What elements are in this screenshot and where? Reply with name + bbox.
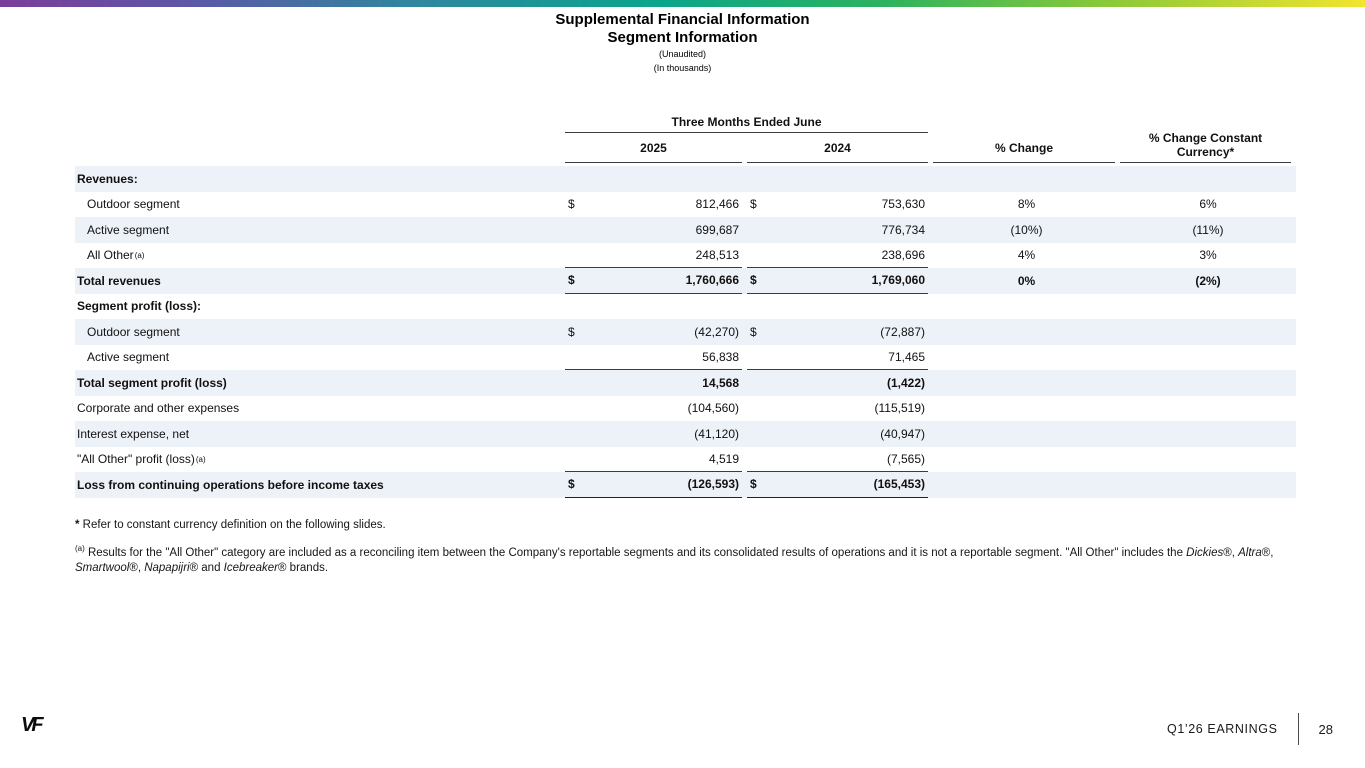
row-label: Segment profit (loss): bbox=[77, 299, 202, 314]
value-2025: (104,560) bbox=[687, 401, 739, 416]
value-2024 bbox=[747, 166, 933, 192]
row-label: Total revenues bbox=[77, 273, 161, 288]
pct-change-cc: 3% bbox=[1199, 248, 1217, 263]
row-label: "All Other" profit (loss) (a) bbox=[77, 452, 206, 467]
value-2024: (7,565) bbox=[747, 447, 933, 473]
table-row bbox=[75, 268, 1296, 294]
value-2025: 248,513 bbox=[565, 243, 747, 269]
table-row bbox=[75, 370, 1296, 396]
pct-change bbox=[933, 319, 1120, 345]
value-2025 bbox=[565, 166, 747, 192]
pct-change-cc bbox=[1120, 421, 1296, 447]
value-2025 bbox=[565, 294, 747, 320]
value-2025: 56,838 bbox=[565, 345, 747, 371]
value-2024: 776,734 bbox=[881, 222, 925, 237]
value-2024: 71,465 bbox=[747, 345, 933, 371]
value-2025: 14,568 bbox=[702, 375, 739, 390]
table-row bbox=[75, 217, 1296, 243]
value-2024: $ (165,453) bbox=[747, 472, 933, 498]
table-header bbox=[75, 111, 1296, 163]
pct-change bbox=[933, 370, 1120, 396]
pct-change bbox=[933, 294, 1120, 320]
pct-change: 0% bbox=[1017, 273, 1036, 288]
pct-change bbox=[933, 472, 1120, 498]
table-body bbox=[75, 166, 1296, 498]
pct-change-cc bbox=[1120, 166, 1296, 192]
pct-change-cc bbox=[1120, 396, 1296, 422]
table-row bbox=[75, 345, 1296, 371]
value-2024: $ 1,769,060 bbox=[747, 268, 933, 294]
row-label: Loss from continuing operations before income taxes bbox=[77, 477, 384, 492]
page-subtitle: Segment Information bbox=[607, 29, 758, 46]
pct-change: (10%) bbox=[1010, 222, 1043, 237]
value-2024: $ 753,630 bbox=[750, 197, 925, 212]
row-label: Outdoor segment bbox=[87, 197, 180, 212]
col-header-pct-change-cc: % Change Constant Currency* bbox=[1120, 111, 1296, 163]
pct-change-cc bbox=[1120, 370, 1296, 396]
vf-logo: VF bbox=[21, 714, 41, 736]
value-2025: $ (126,593) bbox=[565, 472, 747, 498]
footnote-constant-currency: * Refer to constant currency definition on the following slides. bbox=[75, 519, 386, 531]
table-row bbox=[75, 192, 1296, 218]
table-row bbox=[75, 243, 1296, 269]
earnings-label: Q1’26 EARNINGS bbox=[1167, 722, 1278, 736]
pct-change-cc bbox=[1120, 472, 1296, 498]
row-label: Active segment bbox=[87, 350, 170, 365]
table-row bbox=[75, 319, 1296, 345]
value-2025: $ (42,270) bbox=[568, 324, 739, 339]
footer-divider bbox=[1298, 713, 1299, 745]
pct-change bbox=[933, 345, 1120, 371]
value-2024: (1,422) bbox=[886, 375, 925, 390]
table-row bbox=[75, 294, 1296, 320]
table-row bbox=[75, 396, 1296, 422]
row-label: Outdoor segment bbox=[87, 324, 180, 339]
pct-change-cc bbox=[1120, 319, 1296, 345]
pct-change bbox=[933, 421, 1120, 447]
table-row bbox=[75, 421, 1296, 447]
footer-right bbox=[1167, 711, 1333, 747]
pct-change: 8% bbox=[1017, 197, 1036, 212]
pct-change-cc bbox=[1120, 345, 1296, 371]
value-2025: $ 812,466 bbox=[568, 197, 739, 212]
value-2025: $ 1,760,666 bbox=[565, 268, 747, 294]
row-label: Corporate and other expenses bbox=[77, 401, 240, 416]
pct-change bbox=[933, 166, 1120, 192]
col-group-header: Three Months Ended June bbox=[565, 111, 933, 133]
value-2024: 238,696 bbox=[747, 243, 933, 269]
value-2025: 4,519 bbox=[565, 447, 747, 473]
table-row bbox=[75, 447, 1296, 473]
segment-table bbox=[75, 111, 1296, 498]
value-2025: (41,120) bbox=[694, 426, 739, 441]
value-2024: (115,519) bbox=[874, 401, 925, 416]
units-note: (In thousands) bbox=[653, 63, 712, 73]
value-2025: 699,687 bbox=[695, 222, 739, 237]
page-number: 28 bbox=[1318, 721, 1333, 737]
row-label: All Other (a) bbox=[87, 248, 145, 263]
col-header-2025: 2025 bbox=[565, 133, 747, 163]
unaudited-note: (Unaudited) bbox=[658, 49, 707, 59]
pct-change-cc: (11%) bbox=[1192, 222, 1224, 237]
row-label: Revenues: bbox=[77, 171, 138, 186]
row-label: Total segment profit (loss) bbox=[77, 375, 227, 390]
footnotes bbox=[75, 518, 1290, 576]
pct-change-cc: 6% bbox=[1199, 197, 1217, 212]
page-title: Supplemental Financial Information bbox=[555, 11, 810, 28]
pct-change bbox=[933, 396, 1120, 422]
pct-change: 4% bbox=[1017, 248, 1036, 263]
col-header-2024: 2024 bbox=[747, 133, 933, 163]
pct-change bbox=[933, 447, 1120, 473]
row-label: Interest expense, net bbox=[77, 426, 190, 441]
value-2024: (40,947) bbox=[880, 426, 925, 441]
table-row bbox=[75, 166, 1296, 192]
pct-change-cc bbox=[1120, 447, 1296, 473]
title-block bbox=[0, 11, 1365, 75]
value-2024: $ (72,887) bbox=[750, 324, 925, 339]
pct-change-cc bbox=[1120, 294, 1296, 320]
value-2024 bbox=[747, 294, 933, 320]
table-row bbox=[75, 472, 1296, 498]
brand-gradient-bar bbox=[0, 0, 1365, 7]
footnote-all-other: $^{(a)}$ Results for the "All Other" category are included as a reconciling item between the Company's reportable segments and its consolidated results of operations and it is not a reportable segment. "All Other" includes the Dickies®, Altra®, Smartwool®, Napapijri® and Icebreaker® brands. bbox=[75, 544, 1274, 574]
pct-change-cc: (2%) bbox=[1195, 273, 1221, 288]
row-label: Active segment bbox=[87, 222, 170, 237]
col-header-pct-change: % Change bbox=[933, 133, 1120, 163]
